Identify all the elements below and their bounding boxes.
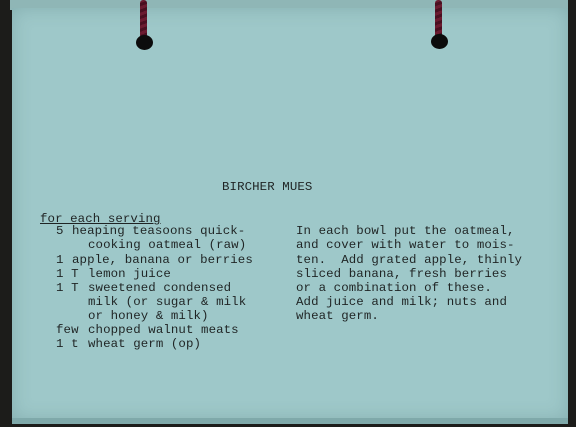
card-bottom-edge [12,418,568,424]
ingredient-text: sweetened condensed [88,281,232,295]
ingredient-text: cooking oatmeal (raw) [88,238,247,252]
binding-hole-left [136,35,153,50]
direction-line: or a combination of these. [296,281,492,295]
direction-line: and cover with water to mois- [296,238,515,252]
binding-string-left [140,0,147,38]
ingredient-qty: 1 T [56,267,79,281]
direction-line: sliced banana, fresh berries [296,267,507,281]
binding-string-right [435,0,442,38]
ingredient-qty: few [56,323,79,337]
ingredient-text: milk (or sugar & milk [88,295,247,309]
ingredient-text: or honey & milk) [88,309,209,323]
ingredient-text: apple, banana or berries [72,253,253,267]
ingredient-qty: 1 [56,253,64,267]
serving-header: for each serving [40,212,161,226]
ingredient-text: wheat germ (op) [88,337,202,351]
ingredient-text: chopped walnut meats [88,323,239,337]
recipe-title: BIRCHER MUES [222,180,313,194]
ingredient-qty: 1 T [56,281,79,295]
ingredient-qty: 5 [56,224,64,238]
ingredient-qty: 1 t [56,337,79,351]
ingredient-text: heaping teasoons quick- [72,224,246,238]
direction-line: wheat germ. [296,309,379,323]
binding-hole-right [431,34,448,49]
direction-line: In each bowl put the oatmeal, [296,224,515,238]
ingredient-text: lemon juice [88,267,171,281]
direction-line: Add juice and milk; nuts and [296,295,507,309]
direction-line: ten. Add grated apple, thinly [296,253,523,267]
